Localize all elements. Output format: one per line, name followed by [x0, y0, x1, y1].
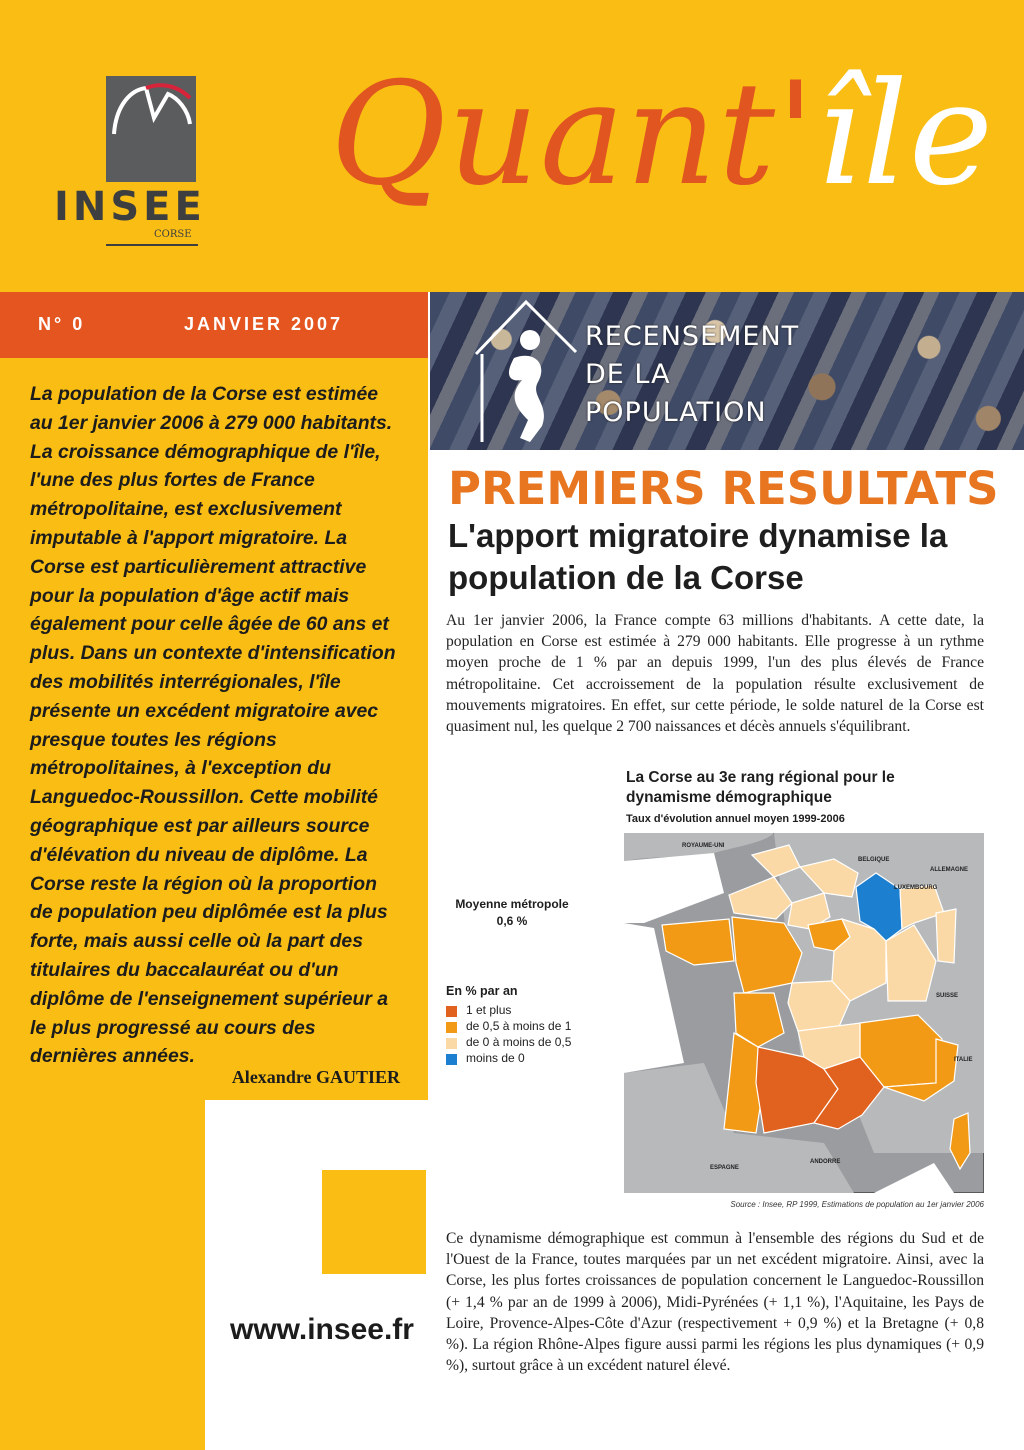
publication-title [330, 52, 994, 217]
author-name: Alexandre GAUTIER [231, 1067, 400, 1087]
map-average [446, 896, 578, 930]
map-label: ANDORRE [810, 1159, 841, 1165]
article-paragraph: Au 1er janvier 2006, la France compte 63 millions d'habitants. A cette date, la population en Corse est estimée à 279 000 habitants. Elle progresse à un rythme moyen proche de 1 % par an depuis 1999, l'un des plus élevés de France métropolitaine. Cet accroissement de la population résulte exclusivement de mouvements migratoires. En effet, sur cette période, le solde naturel de la Corse est quasiment nul, les quelque 2 700 naissances et décès annuels s'équilibrant. [446, 612, 984, 736]
article-kicker: PREMIERS RESULTATS [448, 462, 999, 515]
legend-swatch [446, 1038, 457, 1049]
decorative-square [322, 1170, 426, 1274]
issue-bar [0, 292, 428, 358]
map-label: SUISSE [936, 993, 959, 999]
article-paragraph: Ce dynamisme démographique est commun à l'ensemble des régions du Sud et de l'Ouest de la France, toutes marquées par un net excédent migratoire. Ainsi, avec la Corse, les plus fortes croissances de population concernent le Languedoc-Roussillon (+ 1,4 % par an de 1999 à 2006), Midi-Pyrénées (+ 1,1 %), l'Aquitaine, les Pays de Loire, Provence-Alpes-Côte d'Azur (respectivement + 0,9 %) et la Bretagne (+ 0,8 %). La région Rhône-Alpes figure aussi parmi les régions les plus dynamiques (+ 0,9 %), surtout grâce à un excédent naturel élevé. [446, 1230, 984, 1375]
legend-label: de 0,5 à moins de 1 [466, 1019, 572, 1033]
title-part-ile: île [816, 52, 994, 217]
map-label: ESPAGNE [710, 1165, 739, 1171]
website-link[interactable]: www.insee.fr [230, 1313, 414, 1346]
title-part-quant: Quant' [330, 52, 817, 217]
legend-swatch [446, 1006, 457, 1017]
legend-label: de 0 à moins de 0,5 [466, 1035, 572, 1049]
article-headline: L'apport migratoire dynamise la population de la Corse [448, 517, 948, 596]
logo-divider [106, 244, 198, 246]
insee-logo-icon [106, 76, 196, 182]
banner-line: RECENSEMENT [585, 321, 800, 352]
legend-swatch [446, 1054, 457, 1065]
map-title: La Corse au 3e rang régional pour le dynamisme démographique [626, 769, 895, 806]
logo-name: INSEE [54, 184, 206, 230]
logo-subtitle: CORSE [154, 229, 192, 240]
legend-swatch [446, 1022, 457, 1033]
banner-line: POPULATION [585, 397, 767, 428]
legend-label: 1 et plus [466, 1003, 512, 1017]
average-value: 0,6 % [496, 914, 528, 928]
average-label: Moyenne métropole [455, 897, 569, 911]
map-label: ITALIE [954, 1057, 973, 1063]
issue-date: JANVIER 2007 [184, 314, 344, 334]
footer-band [0, 1100, 205, 1450]
france-region-map [624, 833, 984, 1193]
map-source: Source : Insee, RP 1999, Estimations de population au 1er janvier 2006 [730, 1200, 984, 1209]
issue-number: N° 0 [38, 314, 86, 334]
legend-label: moins de 0 [466, 1051, 525, 1065]
map-label: BELGIQUE [858, 857, 890, 863]
banner-caption [585, 318, 799, 432]
banner-line: DE LA [585, 359, 671, 390]
map-label: ROYAUME-UNI [682, 843, 725, 849]
map-label: LUXEMBOURG [894, 885, 938, 891]
legend-title: En % par an [446, 984, 518, 998]
map-label: ALLEMAGNE [930, 867, 968, 873]
census-figure-icon [430, 292, 590, 450]
intro-summary: La population de la Corse est estimée au 1er janvier 2006 à 279 000 habitants. La croissance démographique de l'île, l'une des plus fortes de France métropolitaine, est exclusivement imputable à l'apport migratoire. La Corse est particulièrement attractive pour la population d'âge actif mais également pour celle âgée de 60 ans et plus. Dans un contexte d'intensification des mobilités interrégionales, l'île présente un excédent migratoire avec presque toutes les régions métropolitaines, à l'exception du Languedoc-Roussillon. Cette mobilité géographique est par ailleurs source d'élévation du niveau de diplôme. La Corse reste la région où la proportion de population peu diplômée est la plus forte, mais aussi celle où la part des titulaires du baccalauréat ou d'un diplôme de l'enseignement supérieur a le plus progressé au cours des dernières années. [30, 383, 396, 1068]
map-subtitle: Taux d'évolution annuel moyen 1999-2006 [626, 813, 845, 825]
census-photo-banner [430, 292, 1024, 450]
